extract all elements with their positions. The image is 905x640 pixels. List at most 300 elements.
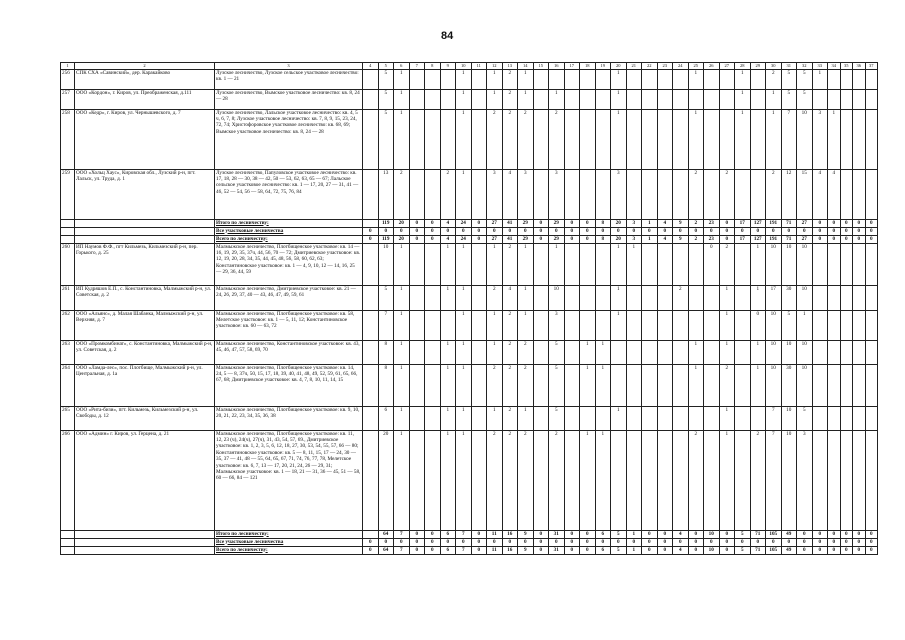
value-cell xyxy=(750,406,766,430)
total-value-cell: 23 xyxy=(704,235,720,243)
value-cell xyxy=(595,406,611,430)
value-cell xyxy=(642,364,658,406)
value-cell xyxy=(812,89,828,109)
value-cell xyxy=(673,406,689,430)
total-value-cell: 41 xyxy=(502,235,518,243)
empty-cell xyxy=(75,235,215,243)
total-value-cell: 0 xyxy=(828,227,841,235)
forestry-cell: Лузское лесничество, Лузское сельское участковое лесничество: кв. 1 — 21 xyxy=(215,69,363,89)
column-number: 12 xyxy=(487,63,503,70)
value-cell xyxy=(471,310,487,340)
total-value-cell: 0 xyxy=(409,538,425,546)
empty-cell xyxy=(61,538,75,546)
value-cell: 1 xyxy=(595,364,611,406)
total-label: Все участковые лесничества xyxy=(215,227,363,235)
column-number: 22 xyxy=(642,63,658,70)
value-cell xyxy=(533,285,549,310)
organization-cell: ООО «Альянс», д. Малая Шабанка, Малмыжский р-н, ул. Верхняя, д. 7 xyxy=(75,310,215,340)
total-value-cell: 7 xyxy=(394,530,410,538)
value-cell: 1 xyxy=(611,243,627,285)
value-cell: 2 xyxy=(502,69,518,89)
value-cell: 2 xyxy=(502,364,518,406)
value-cell xyxy=(853,340,866,364)
total-value-cell: 0 xyxy=(812,530,828,538)
value-cell xyxy=(595,169,611,219)
total-value-cell: 0 xyxy=(580,538,596,546)
value-cell: 3 xyxy=(518,169,534,219)
empty-cell xyxy=(75,546,215,554)
total-value-cell: 119 xyxy=(378,235,394,243)
value-cell: 15 xyxy=(797,169,813,219)
total-value-cell: 0 xyxy=(580,219,596,227)
value-cell: 5 xyxy=(549,406,565,430)
total-value-cell: 9 xyxy=(673,235,689,243)
total-value-cell: 0 xyxy=(735,538,751,546)
total-value-cell: 5 xyxy=(735,546,751,554)
value-cell: 5 xyxy=(549,340,565,364)
value-cell xyxy=(626,69,642,89)
value-cell xyxy=(840,364,853,406)
total-value-cell: 0 xyxy=(853,546,866,554)
value-cell: 1 xyxy=(456,89,472,109)
total-value-cell: 0 xyxy=(812,219,828,227)
column-number: 28 xyxy=(735,63,751,70)
total-value-cell: 31 xyxy=(549,546,565,554)
value-cell xyxy=(642,310,658,340)
total-value-cell: 29 xyxy=(549,235,565,243)
value-cell: 1 xyxy=(719,340,735,364)
value-cell xyxy=(471,109,487,169)
value-cell: 1 xyxy=(456,340,472,364)
value-cell xyxy=(595,69,611,89)
value-cell xyxy=(840,243,853,285)
value-cell: 1 xyxy=(487,310,503,340)
total-value-cell: 0 xyxy=(425,530,441,538)
total-value-cell: 0 xyxy=(766,227,782,235)
value-cell: 1 xyxy=(595,430,611,530)
value-cell: 1 xyxy=(487,340,503,364)
column-number: 34 xyxy=(828,63,841,70)
total-value-cell: 0 xyxy=(378,538,394,546)
value-cell xyxy=(533,169,549,219)
value-cell: 2 xyxy=(549,109,565,169)
total-value-cell: 0 xyxy=(626,227,642,235)
total-value-cell: 49 xyxy=(781,530,797,538)
value-cell xyxy=(580,406,596,430)
value-cell xyxy=(657,69,673,89)
column-number: 5 xyxy=(378,63,394,70)
column-number: 6 xyxy=(394,63,410,70)
total-value-cell: 1 xyxy=(626,530,642,538)
value-cell xyxy=(853,109,866,169)
value-cell xyxy=(865,340,878,364)
total-value-cell: 0 xyxy=(853,235,866,243)
value-cell xyxy=(735,364,751,406)
total-value-cell: 0 xyxy=(719,546,735,554)
value-cell: 7 xyxy=(766,430,782,530)
total-value-cell: 27 xyxy=(487,235,503,243)
total-value-cell: 0 xyxy=(797,227,813,235)
value-cell xyxy=(471,364,487,406)
total-label: Все участковые лесничества xyxy=(215,538,363,546)
value-cell xyxy=(828,406,841,430)
value-cell: 5 xyxy=(378,69,394,89)
total-value-cell: 0 xyxy=(735,227,751,235)
total-value-cell: 0 xyxy=(657,530,673,538)
value-cell: 2 xyxy=(688,430,704,530)
value-cell xyxy=(533,109,549,169)
column-number: 37 xyxy=(865,63,878,70)
value-cell xyxy=(865,169,878,219)
value-cell xyxy=(865,109,878,169)
organization-cell: ООО «Ламда-лес», пос. Плотбище, Малмыжский р-н, ул. Центральная, д. 1а xyxy=(75,364,215,406)
value-cell: 1 xyxy=(766,109,782,169)
total-value-cell: 0 xyxy=(471,235,487,243)
column-number: 36 xyxy=(853,63,866,70)
value-cell xyxy=(363,430,379,530)
row-number-cell: 258 xyxy=(61,109,75,169)
value-cell: 1 xyxy=(518,285,534,310)
value-cell: 1 xyxy=(456,285,472,310)
value-cell: 5 xyxy=(797,89,813,109)
total-value-cell: 27 xyxy=(487,219,503,227)
total-value-cell: 0 xyxy=(688,530,704,538)
total-value-cell: 0 xyxy=(549,227,565,235)
value-cell xyxy=(564,109,580,169)
value-cell xyxy=(580,310,596,340)
total-value-cell: 0 xyxy=(673,538,689,546)
total-value-cell: 0 xyxy=(533,235,549,243)
total-value-cell: 11 xyxy=(487,546,503,554)
value-cell xyxy=(840,109,853,169)
total-value-cell: 3 xyxy=(626,219,642,227)
value-cell: 2 xyxy=(502,109,518,169)
value-cell: 1 xyxy=(440,364,456,406)
value-cell: 1 xyxy=(456,169,472,219)
column-number: 20 xyxy=(611,63,627,70)
total-value-cell: 0 xyxy=(471,530,487,538)
column-number: 31 xyxy=(781,63,797,70)
value-cell xyxy=(657,89,673,109)
total-value-cell: 9 xyxy=(518,530,534,538)
value-cell xyxy=(642,430,658,530)
value-cell xyxy=(564,310,580,340)
row-number-cell: 259 xyxy=(61,169,75,219)
value-cell xyxy=(549,69,565,89)
total-label: Всего по лесничеству: xyxy=(215,546,363,554)
empty-cell xyxy=(75,227,215,235)
value-cell xyxy=(626,406,642,430)
value-cell xyxy=(865,285,878,310)
value-cell xyxy=(533,69,549,89)
value-cell xyxy=(440,89,456,109)
value-cell xyxy=(750,89,766,109)
total-label: Итого по лесничеству: xyxy=(215,219,363,227)
value-cell xyxy=(564,430,580,530)
value-cell: 1 xyxy=(440,285,456,310)
total-value-cell: 20 xyxy=(394,219,410,227)
total-value-cell: 0 xyxy=(812,235,828,243)
total-value-cell: 0 xyxy=(657,227,673,235)
column-number: 26 xyxy=(704,63,720,70)
value-cell xyxy=(425,69,441,89)
total-value-cell: 31 xyxy=(549,530,565,538)
table-row xyxy=(61,285,878,310)
value-cell xyxy=(688,243,704,285)
value-cell: 10 xyxy=(797,285,813,310)
row-number-cell: 256 xyxy=(61,69,75,89)
column-number: 23 xyxy=(657,63,673,70)
value-cell: 1 xyxy=(580,364,596,406)
value-cell: 2 xyxy=(502,89,518,109)
value-cell: 1 xyxy=(394,340,410,364)
value-cell: 1 xyxy=(394,243,410,285)
total-value-cell: 0 xyxy=(657,546,673,554)
value-cell: 1 xyxy=(456,430,472,530)
total-value-cell xyxy=(363,219,379,227)
value-cell xyxy=(564,364,580,406)
total-value-cell: 0 xyxy=(797,538,813,546)
value-cell xyxy=(595,109,611,169)
total-value-cell: 0 xyxy=(781,538,797,546)
value-cell: 1 xyxy=(719,406,735,430)
value-cell xyxy=(657,285,673,310)
empty-cell xyxy=(61,227,75,235)
value-cell: 1 xyxy=(394,109,410,169)
row-number-cell: 261 xyxy=(61,285,75,310)
value-cell xyxy=(425,406,441,430)
value-cell: 10 xyxy=(781,406,797,430)
total-value-cell: 0 xyxy=(865,530,878,538)
value-cell: 3 xyxy=(812,109,828,169)
value-cell xyxy=(840,69,853,89)
value-cell: 1 xyxy=(518,69,534,89)
total-value-cell: 0 xyxy=(865,219,878,227)
value-cell: 1 xyxy=(750,340,766,364)
value-cell xyxy=(363,243,379,285)
value-cell: 5 xyxy=(797,406,813,430)
value-cell xyxy=(673,364,689,406)
value-cell xyxy=(533,364,549,406)
total-value-cell: 0 xyxy=(580,530,596,538)
column-number: 17 xyxy=(564,63,580,70)
value-cell: 5 xyxy=(549,364,565,406)
value-cell: 2 xyxy=(487,109,503,169)
value-cell xyxy=(564,169,580,219)
value-cell: 1 xyxy=(518,89,534,109)
column-number: 33 xyxy=(812,63,828,70)
total-value-cell: 0 xyxy=(840,530,853,538)
total-value-cell: 0 xyxy=(626,538,642,546)
value-cell: 1 xyxy=(456,109,472,169)
value-cell: 10 xyxy=(766,310,782,340)
value-cell xyxy=(425,89,441,109)
value-cell: 1 xyxy=(518,310,534,340)
total-value-cell: 4 xyxy=(440,235,456,243)
value-cell xyxy=(409,406,425,430)
total-value-cell: 1 xyxy=(626,546,642,554)
value-cell xyxy=(564,285,580,310)
value-cell xyxy=(853,310,866,340)
total-value-cell: 0 xyxy=(766,538,782,546)
total-value-cell: 5 xyxy=(735,530,751,538)
value-cell: 1 xyxy=(456,364,472,406)
value-cell xyxy=(828,69,841,89)
total-value-cell: 0 xyxy=(853,219,866,227)
total-value-cell: 1 xyxy=(642,219,658,227)
total-value-cell: 4 xyxy=(657,235,673,243)
value-cell xyxy=(812,406,828,430)
total-value-cell: 0 xyxy=(487,227,503,235)
value-cell xyxy=(865,243,878,285)
total-value-cell: 7 xyxy=(456,530,472,538)
table-row xyxy=(61,406,878,430)
value-cell: 4 xyxy=(502,169,518,219)
value-cell xyxy=(440,109,456,169)
total-value-cell: 0 xyxy=(828,235,841,243)
column-number: 18 xyxy=(580,63,596,70)
value-cell xyxy=(865,310,878,340)
value-cell xyxy=(363,285,379,310)
value-cell: 3 xyxy=(797,430,813,530)
total-value-cell: 64 xyxy=(378,530,394,538)
column-number: 8 xyxy=(425,63,441,70)
total-value-cell: 0 xyxy=(518,538,534,546)
total-value-cell: 0 xyxy=(812,227,828,235)
value-cell xyxy=(840,89,853,109)
value-cell xyxy=(673,340,689,364)
value-cell xyxy=(425,340,441,364)
value-cell xyxy=(626,89,642,109)
total-value-cell: 0 xyxy=(719,227,735,235)
organization-cell: ИП Кудряшов Е.П., с. Константиновка, Малмыжский р-н, ул. Советская, д. 2 xyxy=(75,285,215,310)
value-cell: 1 xyxy=(595,340,611,364)
value-cell: 1 xyxy=(456,243,472,285)
value-cell: 10 xyxy=(766,364,782,406)
value-cell xyxy=(704,285,720,310)
value-cell: 7 xyxy=(781,109,797,169)
value-cell: 2 xyxy=(688,169,704,219)
value-cell xyxy=(657,364,673,406)
value-cell xyxy=(642,169,658,219)
value-cell: 5 xyxy=(378,109,394,169)
value-cell: 1 xyxy=(611,285,627,310)
value-cell xyxy=(812,285,828,310)
total-value-cell: 0 xyxy=(564,227,580,235)
value-cell xyxy=(688,285,704,310)
column-number: 25 xyxy=(688,63,704,70)
table-row xyxy=(61,310,878,340)
total-value-cell: 0 xyxy=(440,538,456,546)
value-cell: 2 xyxy=(518,109,534,169)
total-value-cell: 127 xyxy=(750,219,766,227)
row-number-cell: 260 xyxy=(61,243,75,285)
value-cell xyxy=(673,430,689,530)
value-cell xyxy=(626,364,642,406)
total-value-cell: 0 xyxy=(409,546,425,554)
value-cell: 1 xyxy=(797,310,813,340)
value-cell xyxy=(735,169,751,219)
total-value-cell: 4 xyxy=(673,546,689,554)
total-value-cell: 119 xyxy=(378,219,394,227)
total-row xyxy=(61,546,878,554)
value-cell xyxy=(611,340,627,364)
value-cell: 5 xyxy=(378,89,394,109)
value-cell: 3 xyxy=(611,169,627,219)
value-cell xyxy=(657,310,673,340)
value-cell xyxy=(704,89,720,109)
value-cell xyxy=(626,285,642,310)
total-value-cell: 0 xyxy=(363,235,379,243)
value-cell: 1 xyxy=(828,109,841,169)
total-value-cell: 0 xyxy=(564,219,580,227)
value-cell: 5 xyxy=(781,69,797,89)
empty-cell xyxy=(75,219,215,227)
value-cell xyxy=(409,364,425,406)
value-cell: 12 xyxy=(781,169,797,219)
total-value-cell: 0 xyxy=(642,546,658,554)
total-label: Итого по лесничеству: xyxy=(215,530,363,538)
value-cell xyxy=(425,364,441,406)
value-cell: 1 xyxy=(518,243,534,285)
value-cell xyxy=(533,243,549,285)
value-cell xyxy=(828,340,841,364)
value-cell: 1 xyxy=(750,364,766,406)
organization-cell: ООО «Промкомбинат», с. Константиновка, Малмыжский р-н, ул. Советская, д. 2 xyxy=(75,340,215,364)
total-value-cell: 0 xyxy=(580,227,596,235)
total-value-cell: 20 xyxy=(611,235,627,243)
value-cell xyxy=(840,430,853,530)
value-cell: 1 xyxy=(394,430,410,530)
value-cell: 4 xyxy=(828,169,841,219)
total-value-cell: 0 xyxy=(812,538,828,546)
total-label: Всего по лесничеству: xyxy=(215,235,363,243)
total-value-cell: 0 xyxy=(533,546,549,554)
value-cell xyxy=(812,243,828,285)
value-cell xyxy=(425,430,441,530)
value-cell xyxy=(626,109,642,169)
total-value-cell: 0 xyxy=(750,227,766,235)
value-cell xyxy=(673,69,689,89)
value-cell: 1 xyxy=(394,310,410,340)
value-cell: 2 xyxy=(750,430,766,530)
value-cell xyxy=(580,109,596,169)
value-cell xyxy=(719,89,735,109)
value-cell xyxy=(471,406,487,430)
value-cell: 10 xyxy=(797,109,813,169)
value-cell xyxy=(735,243,751,285)
column-number: 15 xyxy=(533,63,549,70)
column-number: 32 xyxy=(797,63,813,70)
page-number: 84 xyxy=(441,30,454,42)
value-cell xyxy=(704,69,720,89)
total-value-cell: 1 xyxy=(642,235,658,243)
value-cell xyxy=(735,406,751,430)
value-cell xyxy=(363,364,379,406)
value-cell xyxy=(735,430,751,530)
value-cell: 10 xyxy=(766,243,782,285)
value-cell: 2 xyxy=(719,243,735,285)
value-cell: 1 xyxy=(394,406,410,430)
total-value-cell: 24 xyxy=(456,219,472,227)
column-number: 13 xyxy=(502,63,518,70)
value-cell: 2 xyxy=(502,310,518,340)
total-value-cell: 29 xyxy=(518,235,534,243)
value-cell: 1 xyxy=(611,310,627,340)
value-cell xyxy=(688,89,704,109)
column-number: 7 xyxy=(409,63,425,70)
row-number-cell: 262 xyxy=(61,310,75,340)
